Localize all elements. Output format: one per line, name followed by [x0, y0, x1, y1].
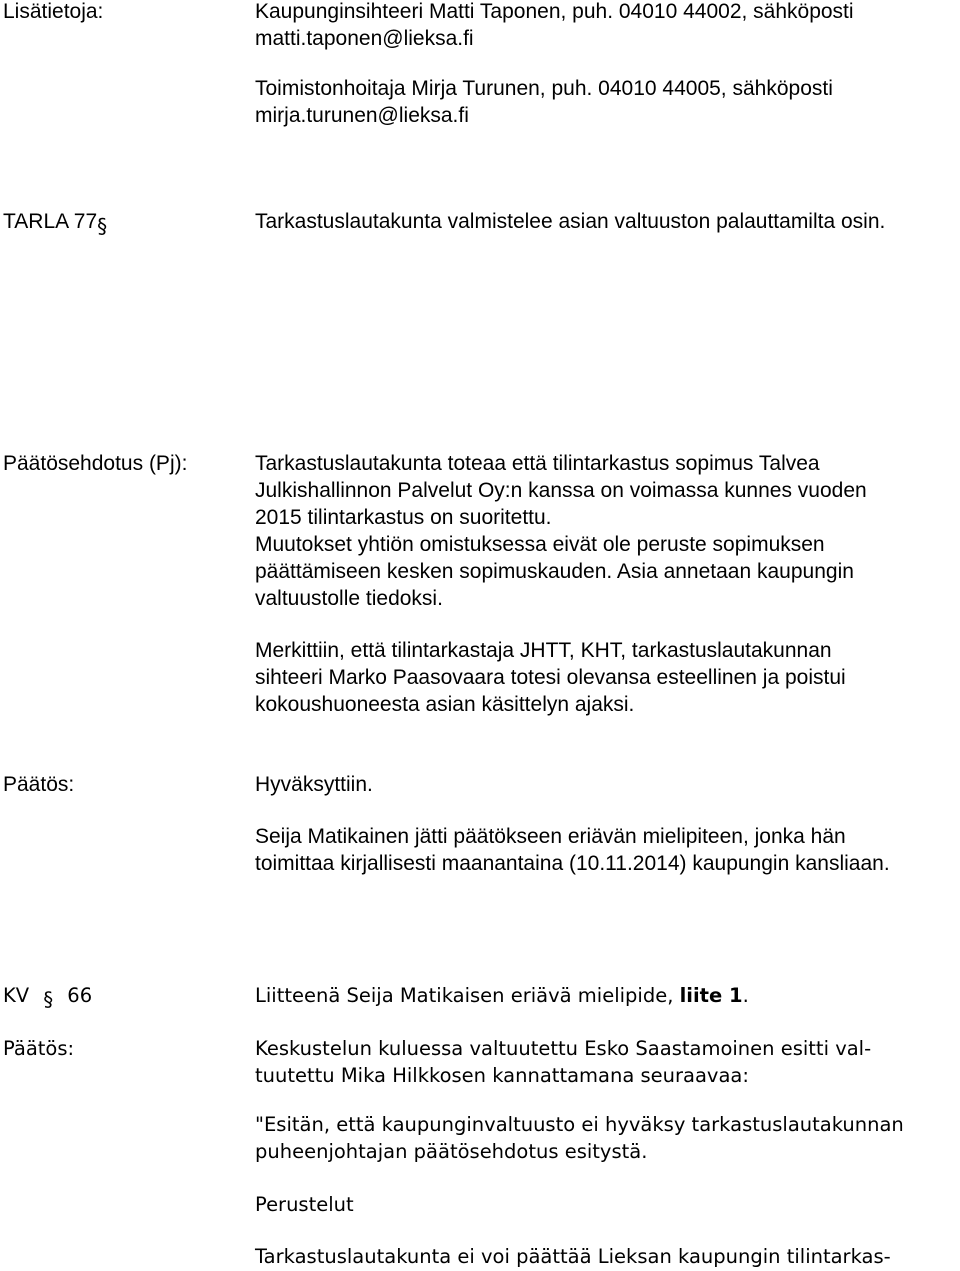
- paragraph-line: Seija Matikainen jätti päätökseen eriävän mielipiteen, jonka hän: [255, 825, 846, 848]
- paragraph-line: kokoushuoneesta asian käsittelyn ajaksi.: [255, 693, 635, 716]
- paragraph-line: päättämiseen kesken sopimuskauden. Asia annetaan kaupungin: [255, 560, 854, 583]
- paragraph-line: Tarkastuslautakunta toteaa että tilintarkastus sopimus Talvea: [255, 452, 820, 475]
- paatos-label: Päätös:: [3, 1037, 75, 1060]
- contact-line: matti.taponen@lieksa.fi: [255, 27, 474, 50]
- paatos-paragraph: [255, 823, 960, 877]
- section-sign: §: [97, 214, 108, 238]
- contact-line: Toimistonhoitaja Mirja Turunen, puh. 04010 44005, sähköposti: [255, 77, 833, 100]
- kv-attachment-text: [255, 983, 960, 1010]
- attachment-text: Liitteenä Seija Matikaisen eriävä mielipide,: [255, 984, 680, 1007]
- tarla-section-label: [3, 208, 108, 238]
- paatos-label: Päätös:: [3, 773, 75, 796]
- paragraph-line: Keskustelun kuluessa valtuutettu Esko Saastamoinen esitti val-: [255, 1037, 872, 1060]
- paatosehdotus-label: Päätösehdotus (Pj):: [3, 452, 188, 475]
- paragraph-line: puheenjohtajan päätösehdotus esitystä.: [255, 1139, 648, 1163]
- paragraph-line: toimittaa kirjallisesti maanantaina (10.11.2014) kaupungin kansliaan.: [255, 852, 890, 875]
- paatos-decision: Hyväksyttiin.: [255, 773, 373, 796]
- contact-line: mirja.turunen@lieksa.fi: [255, 104, 469, 127]
- lisatietoja-label: Lisätietoja:: [3, 0, 104, 23]
- paatos-paragraph-2: [255, 1112, 960, 1165]
- kv-number: 66: [67, 984, 93, 1007]
- paragraph-line: sihteeri Marko Paasovaara totesi olevansa esteellinen ja poistui: [255, 666, 846, 689]
- tarla-text: Tarkastuslautakunta valmistelee asian valtuuston palauttamilta osin.: [255, 210, 886, 233]
- paragraph-line: "Esitän, että kaupunginvaltuusto ei hyväksy tarkastuslautakunnan: [255, 1113, 904, 1136]
- contact-turunen: [255, 75, 960, 129]
- attachment-reference: liite 1: [679, 984, 743, 1007]
- paragraph-line: valtuustolle tiedoksi.: [255, 587, 443, 610]
- contact-line: Kaupunginsihteeri Matti Taponen, puh. 04010 44002, sähköposti: [255, 0, 854, 23]
- paatosehdotus-paragraph-2: [255, 637, 960, 718]
- kv-section-label: [3, 983, 92, 1010]
- paragraph-line: 2015 tilintarkastus on suoritettu.: [255, 506, 552, 529]
- attachment-end: .: [742, 984, 749, 1007]
- kv-prefix: KV: [3, 984, 30, 1007]
- tarla-number: TARLA 77: [3, 210, 98, 233]
- paragraph-line: Merkittiin, että tilintarkastaja JHTT, KHT, tarkastuslautakunnan: [255, 639, 832, 662]
- paatos-paragraph-1: [255, 1036, 960, 1089]
- perustelut-heading: Perustelut: [255, 1193, 354, 1216]
- contact-taponen: [255, 0, 960, 52]
- paragraph-line: Muutokset yhtiön omistuksessa eivät ole peruste sopimuksen: [255, 533, 825, 556]
- section-sign: §: [43, 988, 54, 1011]
- perustelut-text: Tarkastuslautakunta ei voi päättää Lieksan kaupungin tilintarkas-: [255, 1245, 891, 1268]
- paatosehdotus-paragraph-1: [255, 450, 960, 612]
- paragraph-line: tuutettu Mika Hilkkosen kannattamana seuraavaa:: [255, 1063, 749, 1087]
- paragraph-line: Julkishallinnon Palvelut Oy:n kanssa on voimassa kunnes vuoden: [255, 479, 867, 502]
